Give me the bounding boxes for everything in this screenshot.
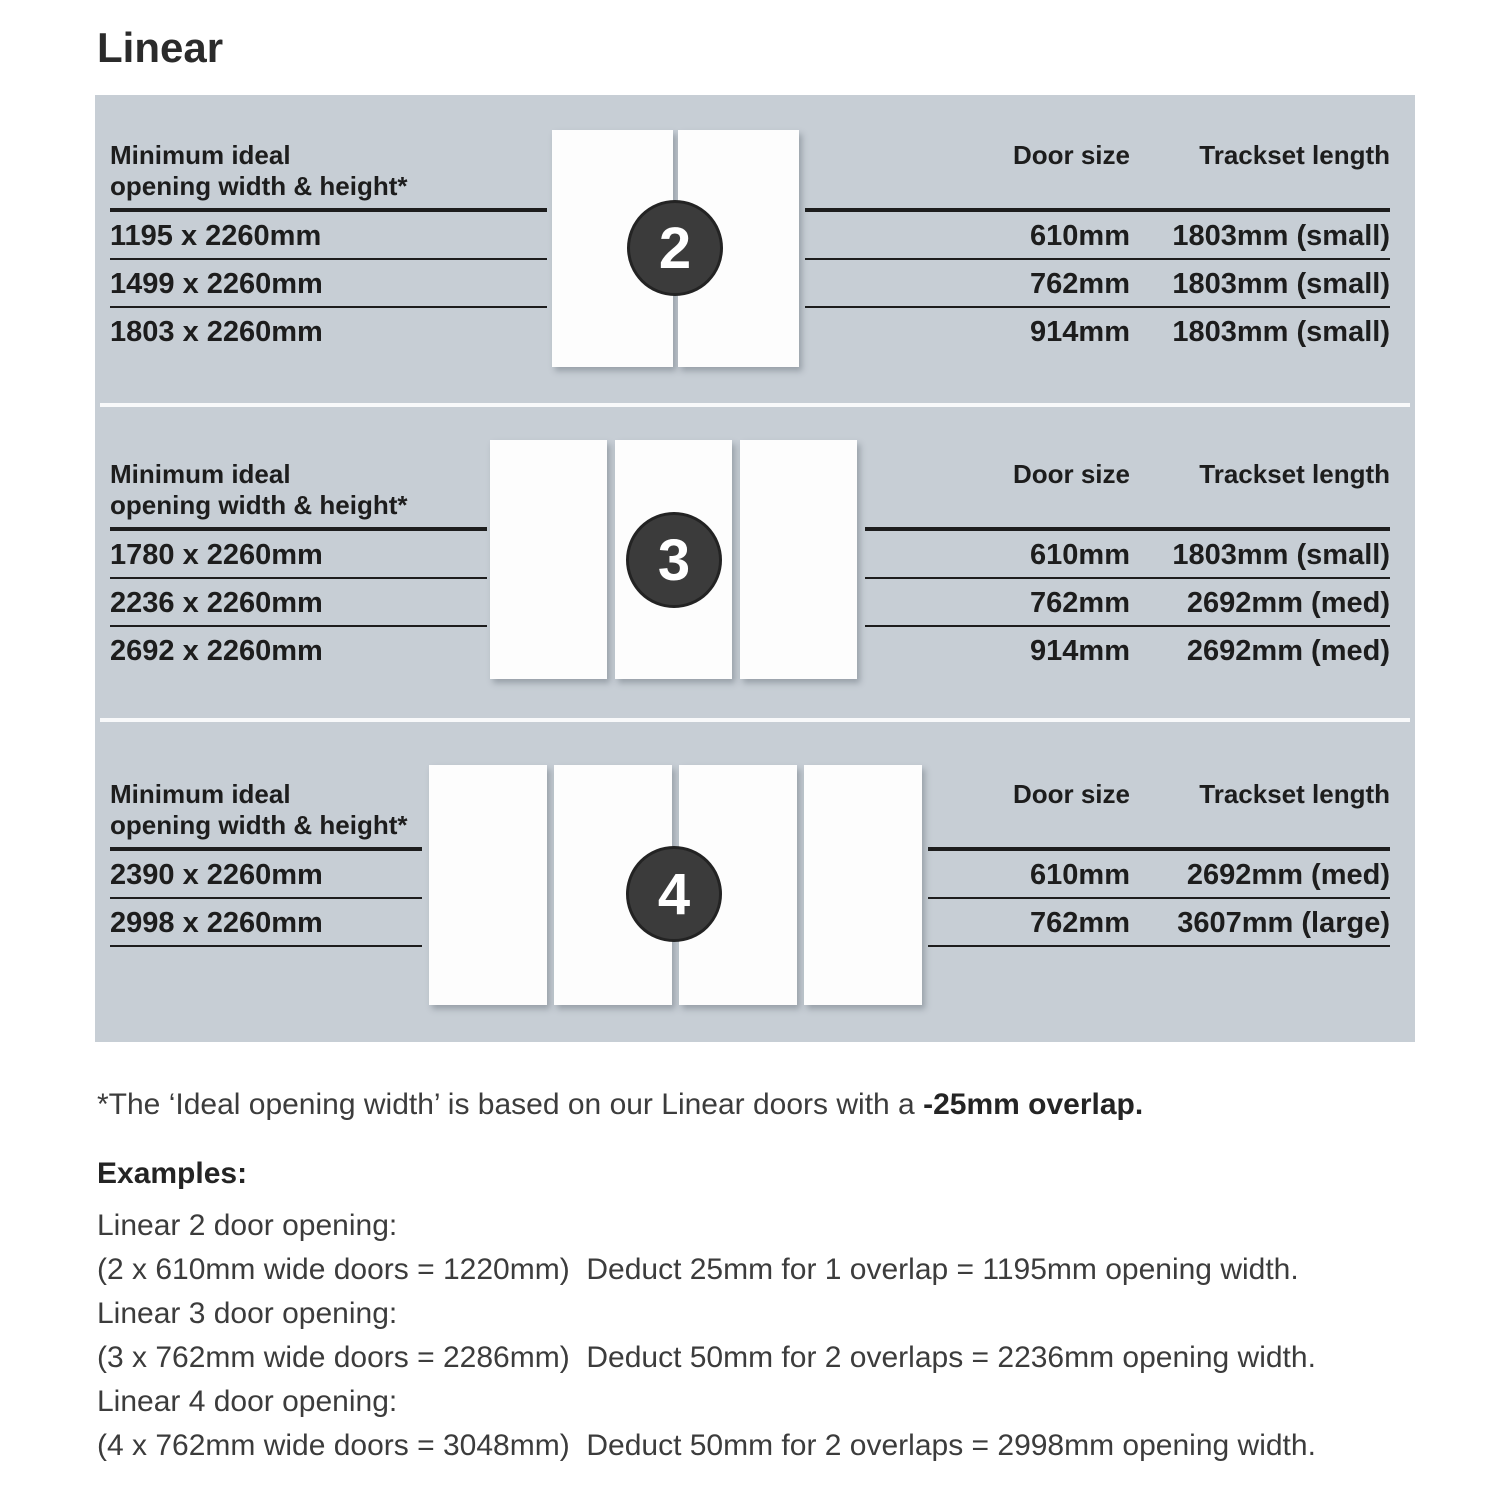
opening-size-row: 2236 x 2260mm — [110, 579, 487, 627]
opening-size-header — [110, 779, 422, 851]
trackset-table-header — [928, 779, 1390, 851]
trackset-table-3door — [865, 459, 1390, 675]
door-panel — [740, 440, 857, 679]
footnote — [97, 1088, 1457, 1122]
door-size-cell: 610mm — [1030, 539, 1130, 571]
trackset-row — [928, 851, 1390, 899]
door-count-label: 3 — [657, 527, 691, 593]
opening-size-header-line2: opening width & height* — [110, 171, 408, 201]
door-count-badge-2 — [627, 200, 723, 296]
door-size-cell: 610mm — [1030, 220, 1130, 252]
opening-size-header-line1: Minimum ideal — [110, 140, 291, 170]
opening-size-row: 1499 x 2260mm — [110, 260, 547, 308]
opening-size-header-line1: Minimum ideal — [110, 779, 291, 809]
trackset-length-cell: 2692mm (med) — [1186, 635, 1390, 667]
trackset-row — [865, 627, 1390, 675]
opening-size-table-3door — [110, 459, 487, 675]
door-size-cell: 610mm — [1030, 859, 1130, 891]
door-panel — [804, 765, 922, 1005]
trackset-row — [865, 579, 1390, 627]
examples-heading: Examples: — [97, 1157, 248, 1190]
trackset-length-header: Trackset length — [1199, 459, 1390, 489]
trackset-row — [805, 308, 1390, 356]
trackset-table-2door — [805, 140, 1390, 356]
trackset-length-cell: 1803mm (small) — [1172, 316, 1390, 348]
door-size-header: Door size — [1012, 779, 1130, 809]
opening-size-table-4door — [110, 779, 422, 947]
trackset-length-header: Trackset length — [1199, 140, 1390, 170]
trackset-length-cell: 2692mm (med) — [1186, 859, 1390, 891]
door-size-cell: 762mm — [1030, 268, 1130, 300]
opening-size-header — [110, 459, 487, 531]
trackset-length-cell: 3607mm (large) — [1177, 907, 1390, 939]
examples-block — [97, 1152, 1457, 1468]
opening-size-row: 1195 x 2260mm — [110, 212, 547, 260]
door-count-label: 4 — [657, 861, 691, 927]
opening-size-row: 1780 x 2260mm — [110, 531, 487, 579]
door-size-cell: 914mm — [1030, 316, 1130, 348]
opening-size-row: 2998 x 2260mm — [110, 899, 422, 947]
page-title: Linear — [97, 24, 224, 71]
trackset-table-header — [805, 140, 1390, 212]
trackset-row — [805, 212, 1390, 260]
trackset-row — [865, 531, 1390, 579]
opening-size-header — [110, 140, 547, 212]
spec-panel — [95, 95, 1415, 1042]
trackset-row — [805, 260, 1390, 308]
door-count-badge-4 — [626, 846, 722, 942]
trackset-length-cell: 1803mm (small) — [1172, 268, 1390, 300]
opening-size-header-line1: Minimum ideal — [110, 459, 291, 489]
example-title: Linear 2 door opening: — [97, 1209, 398, 1242]
example-title: Linear 3 door opening: — [97, 1297, 398, 1330]
door-size-cell: 762mm — [1030, 907, 1130, 939]
door-size-header: Door size — [1012, 459, 1130, 489]
opening-size-row: 2390 x 2260mm — [110, 851, 422, 899]
trackset-table-4door — [928, 779, 1390, 947]
trackset-length-cell: 1803mm (small) — [1172, 220, 1390, 252]
door-panel — [490, 440, 607, 679]
door-size-header: Door size — [1012, 140, 1130, 170]
opening-size-header-line2: opening width & height* — [110, 490, 408, 520]
door-count-label: 2 — [658, 215, 692, 281]
door-size-cell: 914mm — [1030, 635, 1130, 667]
door-size-cell: 762mm — [1030, 587, 1130, 619]
door-count-badge-3 — [626, 512, 722, 608]
trackset-length-header: Trackset length — [1199, 779, 1390, 809]
opening-size-row: 1803 x 2260mm — [110, 316, 323, 348]
door-panel — [429, 765, 547, 1005]
opening-size-header-line2: opening width & height* — [110, 810, 408, 840]
opening-size-row: 2692 x 2260mm — [110, 635, 323, 667]
example-body: (2 x 610mm wide doors = 1220mm) Deduct 25mm for 1 overlap = 1195mm opening width. — [97, 1253, 1299, 1286]
footnote-text: *The ‘Ideal opening width’ is based on our Linear doors with a — [97, 1088, 924, 1121]
trackset-row — [928, 899, 1390, 947]
trackset-length-cell: 1803mm (small) — [1172, 539, 1390, 571]
trackset-table-header — [865, 459, 1390, 531]
example-title: Linear 4 door opening: — [97, 1385, 398, 1418]
trackset-length-cell: 2692mm (med) — [1186, 587, 1390, 619]
opening-size-table-2door — [110, 140, 547, 356]
example-body: (3 x 762mm wide doors = 2286mm) Deduct 50mm for 2 overlaps = 2236mm opening width. — [97, 1341, 1316, 1374]
example-body: (4 x 762mm wide doors = 3048mm) Deduct 50mm for 2 overlaps = 2998mm opening width. — [97, 1429, 1316, 1462]
footnote-bold-text: -25mm overlap. — [923, 1088, 1144, 1121]
